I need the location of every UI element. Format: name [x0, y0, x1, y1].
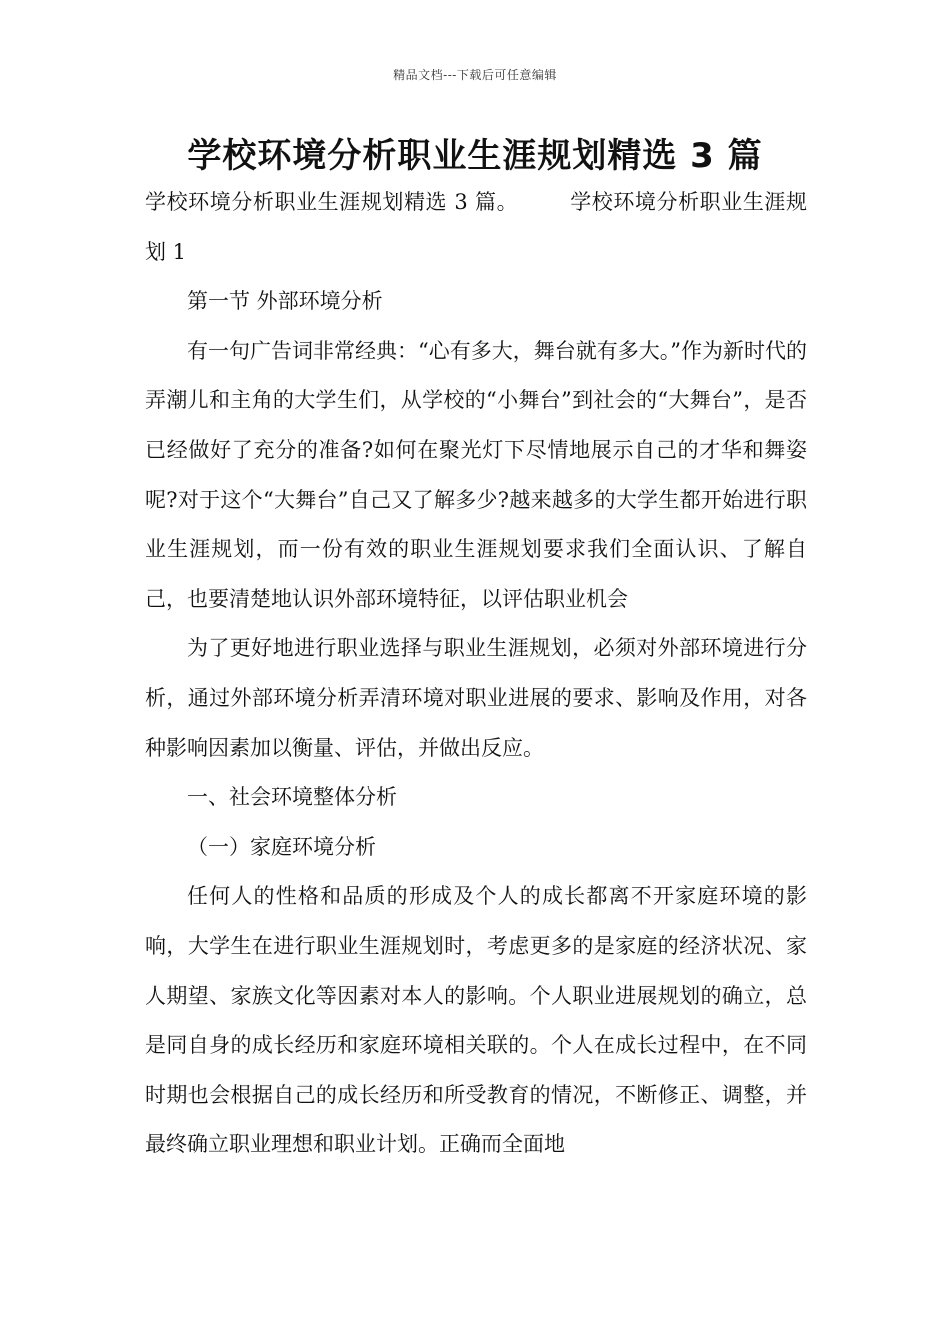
paragraph-2: 为了更好地进行职业选择与职业生涯规划，必须对外部环境进行分析，通过外部环境分析弄清环境对职业进展的要求、影响及作用，对各种影响因素加以衡量、评估，并做出反应。 [145, 636, 807, 760]
intro-paragraph [145, 178, 807, 277]
paragraph-1: 有一句广告词非常经典：“心有多大，舞台就有多大。”作为新时代的弄潮儿和主角的大学生们，从学校的“小舞台”到社会的“大舞台”，是否已经做好了充分的准备?如何在聚光灯下尽情地展示自己的才华和舞姿呢?对于这个“大舞台”自己又了解多少?越来越多的大学生都开始进行职业生涯规划，而一份有效的职业生涯规划要求我们全面认识、了解自己，也要清楚地认识外部环境特征，以评估职业机会 [145, 338, 807, 611]
section-heading: 第一节 外部环境分析 [187, 289, 383, 314]
paragraph-3: 任何人的性格和品质的形成及个人的成长都离不开家庭环境的影响，大学生在进行职业生涯规划时，考虑更多的是家庭的经济状况、家人期望、家族文化等因素对本人的影响。个人职业进展规划的确立，总是同自身的成长经历和家庭环境相关联的。个人在成长过程中，在不同时期也会根据自己的成长经历和所受教育的情况，不断修正、调整，并最终确立职业理想和职业计划。正确而全面地 [145, 884, 807, 1157]
document-title: 学校环境分析职业生涯规划精选 3 篇 [187, 136, 763, 176]
intro-summary: 学校环境分析职业生涯规划精选 3 篇。 [145, 190, 519, 214]
intro-subtitle: 学校环境分析职业生涯规划 1 [145, 190, 808, 264]
page-header: 精品文档---下载后可任意编辑 [393, 68, 557, 82]
subheading-social-environment: 一、社会环境整体分析 [187, 785, 397, 810]
subheading-family-environment: （一）家庭环境分析 [187, 834, 376, 859]
document-body [145, 178, 807, 1170]
